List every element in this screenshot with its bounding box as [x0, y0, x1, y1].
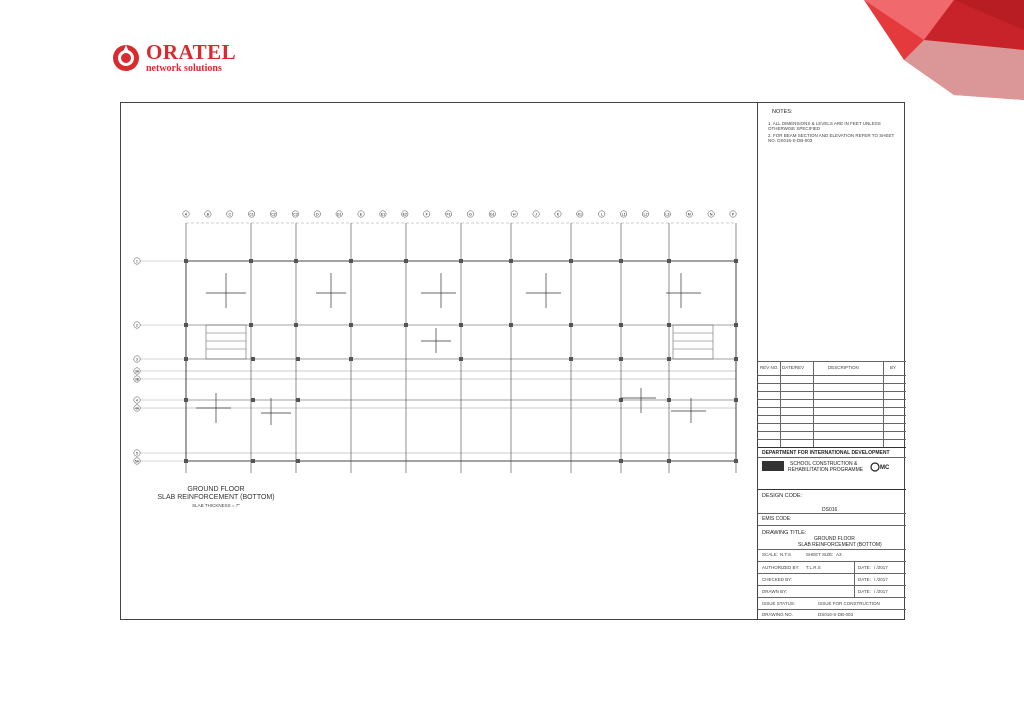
svg-text:N: N: [709, 212, 713, 217]
side-grid-bubbles: [134, 258, 186, 464]
svg-text:C: C: [228, 212, 232, 217]
grid-bubble-top: [402, 211, 408, 217]
svg-text:3: 3: [136, 357, 138, 362]
drawing-title-label: DRAWING TITLE:: [762, 530, 807, 536]
brand-logo: [112, 42, 236, 74]
svg-text:H: H: [512, 212, 516, 217]
plan-caption: [141, 486, 291, 510]
drawing-title-line1: GROUND FLOOR: [814, 536, 855, 542]
grid-bubble-top: [620, 211, 626, 217]
date-label-3: DATE:: [858, 589, 871, 594]
svg-text:C3: C3: [293, 212, 298, 217]
svg-text:E1: E1: [380, 212, 386, 217]
svg-text:2: 2: [136, 323, 138, 328]
emis-code-label: EMIS CODE:: [762, 516, 792, 522]
department: DEPARTMENT FOR INTERNATIONAL DEVELOPMENT: [762, 450, 890, 456]
svg-text:D: D: [315, 212, 319, 217]
grid-bubble-top: [445, 211, 451, 217]
svg-text:3A: 3A: [134, 369, 140, 374]
grid-bubble-top: [423, 211, 429, 217]
corner-decoration: [624, 0, 1024, 100]
plan-title-line3: SLAB THICKNESS = 7": [192, 503, 240, 508]
date-label-2: DATE:: [858, 577, 871, 582]
grid-bubble-side: [134, 356, 186, 362]
floor-plan: [121, 103, 757, 619]
grid-bubble-top: [511, 211, 517, 217]
top-grid-bubbles: [183, 211, 736, 217]
svg-text:G: G: [469, 212, 472, 217]
design-code-label: DESIGN CODE:: [762, 493, 803, 499]
svg-text:4: 4: [136, 398, 138, 403]
grid-bubble-top: [314, 211, 320, 217]
svg-text:1: 1: [136, 259, 138, 264]
svg-text:C2: C2: [271, 212, 276, 217]
grid-bubble-side: [134, 258, 186, 264]
checked-label: CHECKED BY:: [762, 577, 793, 582]
drawing-sheet: [120, 102, 905, 620]
grid-bubble-top: [358, 211, 364, 217]
sheet-size-value: A3: [836, 552, 842, 557]
logo-icon: [112, 44, 140, 72]
drawn-label: DRAWN BY:: [762, 589, 788, 594]
grid-bubble-top: [686, 211, 692, 217]
grid-bubble-top: [708, 211, 714, 217]
note-1: 1. ALL DIMENSIONS & LEVELS ARE IN FEET UNLESS OTHERWISE SPECIFIED: [768, 121, 881, 131]
grid-bubble-side: [134, 397, 186, 403]
grid-bubble-top: [577, 211, 583, 217]
svg-text:M: M: [687, 212, 691, 217]
authorized-label: AUTHORIZED BY:: [762, 565, 800, 570]
status-value: ISSUE FOR CONSTRUCTION: [818, 601, 880, 606]
scale-label: SCALE:: [762, 552, 779, 557]
date-value-1: / /2017: [874, 565, 888, 570]
consultant-logo: [870, 461, 902, 473]
svg-text:L: L: [600, 212, 603, 217]
plan-title-line1: GROUND FLOOR: [187, 486, 245, 493]
grid-bubble-top: [248, 211, 254, 217]
grid-bubble-side: [134, 376, 186, 382]
plan-structure: [184, 223, 738, 473]
grid-bubble-top: [533, 211, 539, 217]
svg-text:MC: MC: [880, 465, 890, 471]
status-label: ISSUE STATUS:: [762, 601, 796, 606]
svg-text:K: K: [556, 212, 560, 217]
drawing-no-value: DS016-S-DB-003: [818, 612, 854, 617]
brand-tagline: network solutions: [146, 63, 222, 74]
svg-text:L3: L3: [665, 212, 670, 217]
svg-text:3B: 3B: [134, 377, 140, 382]
grid-bubble-top: [270, 211, 276, 217]
grid-bubble-top: [555, 211, 561, 217]
svg-text:A: A: [184, 212, 188, 217]
grid-bubble-side: [134, 450, 186, 456]
grid-bubble-side: [134, 322, 186, 328]
svg-text:L2: L2: [643, 212, 648, 217]
brand-name: ORATEL: [146, 40, 237, 64]
grid-bubble-side: [134, 368, 186, 374]
programme-line2: REHABILITATION PROGRAMME: [788, 467, 864, 473]
svg-text:5: 5: [136, 451, 138, 456]
drawing-title-line2: SLAB REINFORCEMENT (BOTTOM): [798, 542, 882, 548]
svg-text:K1: K1: [577, 212, 583, 217]
grid-bubble-top: [599, 211, 605, 217]
grid-bubble-top: [489, 211, 495, 217]
svg-text:B: B: [206, 212, 210, 217]
grid-bubble-side: [134, 458, 186, 464]
svg-text:P: P: [731, 212, 735, 217]
title-block: [757, 103, 906, 619]
grid-bubble-top: [336, 211, 342, 217]
svg-text:E: E: [359, 212, 363, 217]
sheet-size-label: SHEET SIZE:: [806, 552, 834, 557]
grid-bubble-top: [664, 211, 670, 217]
date-label-1: DATE:: [858, 565, 871, 570]
rev-header-no: REV NO.: [760, 365, 779, 370]
design-code-value: DS016: [822, 507, 838, 513]
rev-header-by: BY: [890, 365, 897, 370]
drawing-no-label: DRAWING NO.: [762, 612, 793, 617]
svg-text:L1: L1: [621, 212, 626, 217]
grid-bubble-top: [292, 211, 298, 217]
svg-text:5A: 5A: [134, 459, 140, 464]
svg-text:G1: G1: [489, 212, 495, 217]
programme-line1: SCHOOL CONSTRUCTION &: [790, 461, 858, 467]
plan-title-line2: SLAB REINFORCEMENT (BOTTOM): [157, 494, 275, 501]
grid-bubble-top: [227, 211, 233, 217]
grid-bubble-top: [730, 211, 736, 217]
grid-bubble-side: [134, 405, 186, 411]
authorized-value: T.L.R.S: [806, 565, 821, 570]
grid-bubble-top: [205, 211, 211, 217]
svg-text:F: F: [425, 212, 428, 217]
grid-bubble-top: [380, 211, 386, 217]
svg-text:F1: F1: [446, 212, 451, 217]
svg-text:4A: 4A: [134, 406, 140, 411]
svg-text:D1: D1: [336, 212, 342, 217]
grid-bubble-top: [642, 211, 648, 217]
grid-bubble-top: [183, 211, 189, 217]
scale-value: N.T.S: [780, 552, 792, 557]
note-2: 2. FOR BEAM SECTION AND ELEVATION REFER TO SHEET NO. DS016-S-DB-003: [768, 133, 895, 143]
ukaid-logo: [762, 461, 784, 471]
notes-title: NOTES:: [772, 109, 793, 115]
date-value-3: / /2017: [874, 589, 888, 594]
grid-bubble-top: [467, 211, 473, 217]
svg-text:C1: C1: [249, 212, 254, 217]
svg-text:J: J: [535, 212, 537, 217]
svg-text:E2: E2: [402, 212, 408, 217]
date-value-2: / /2017: [874, 577, 888, 582]
rev-header-desc: DESCRIPTION: [828, 365, 859, 370]
rev-header-date: DATE/REV: [782, 365, 805, 370]
